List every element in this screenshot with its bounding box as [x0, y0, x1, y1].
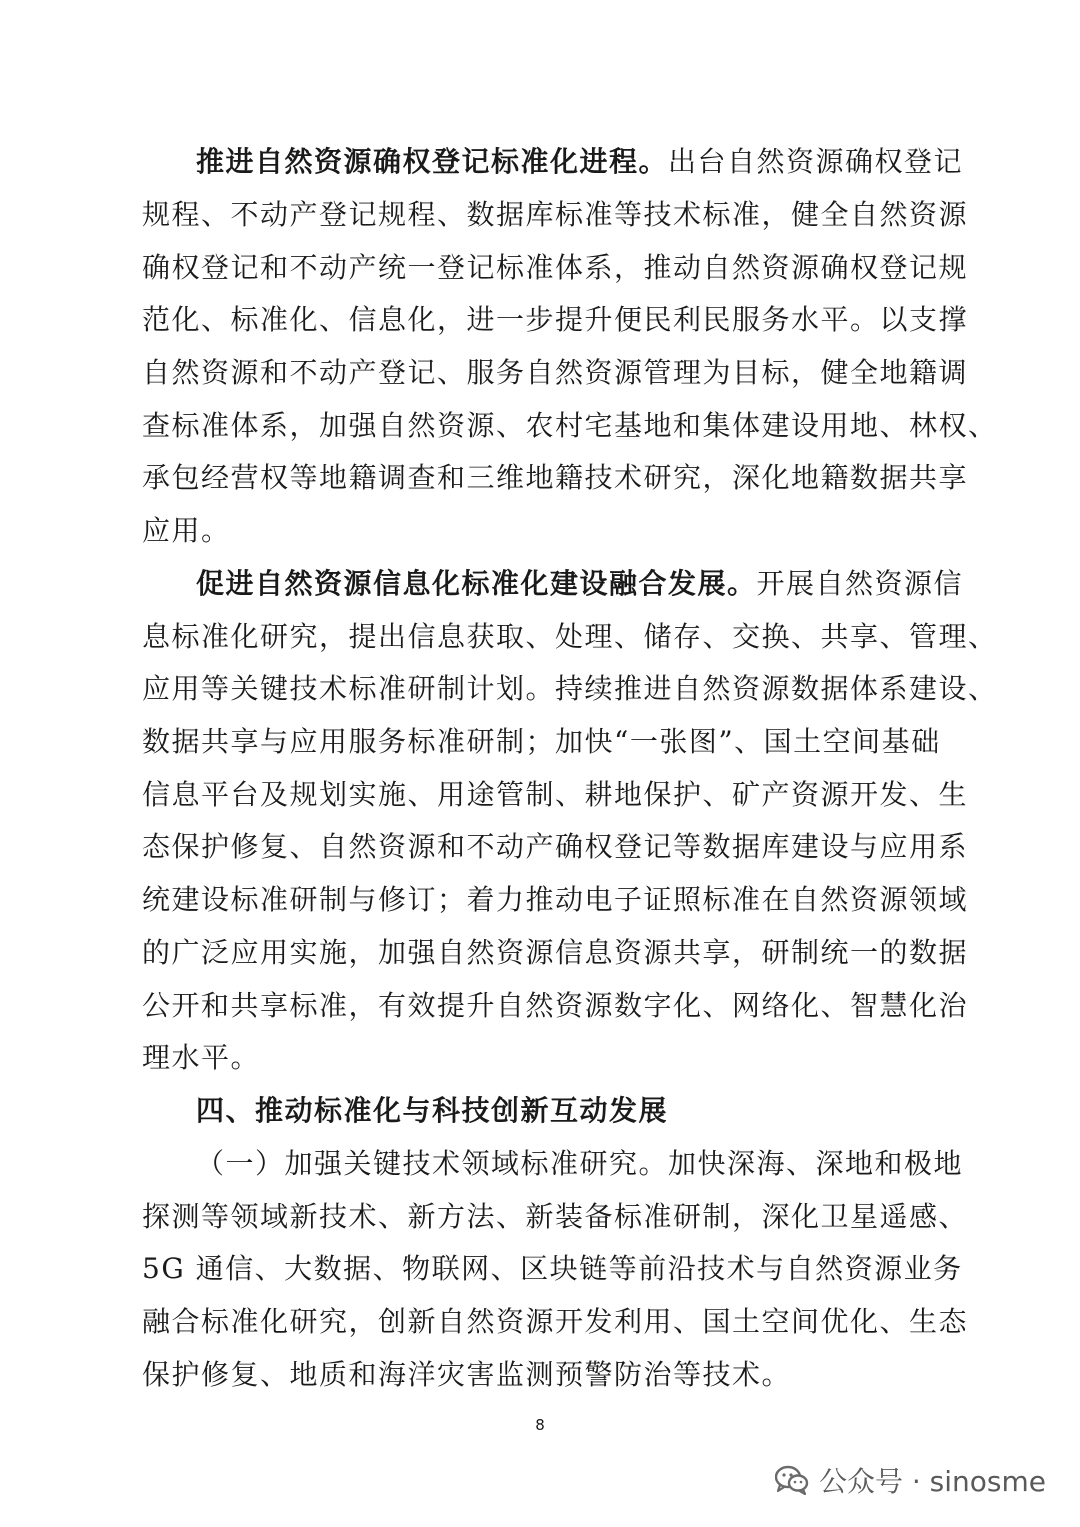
paragraph-lead: 促进自然资源信息化标准化建设融合发展。	[196, 567, 757, 600]
paragraph-line: 自然资源和不动产登记、服务自然资源管理为目标，健全地籍调	[142, 356, 969, 389]
paragraph-text: 出台自然资源确权登记	[668, 145, 964, 178]
paragraph-line: 的广泛应用实施，加强自然资源信息资源共享，研制统一的数据	[142, 936, 969, 969]
paragraph-line: 查标准体系，加强自然资源、农村宅基地和集体建设用地、林权、	[142, 409, 998, 442]
paragraph-line: 应用等关键技术标准研制计划。持续推进自然资源数据体系建设、	[142, 672, 998, 705]
paragraph-line: 保护修复、地质和海洋灾害监测预警防治等技术。	[142, 1358, 792, 1391]
paragraph-line: （一）加强关键技术领域标准研究。加快深海、深地和极地	[196, 1147, 964, 1180]
paragraph-line: 应用。	[142, 514, 231, 547]
paragraph-lead: 推进自然资源确权登记标准化进程。	[196, 145, 669, 178]
paragraph-line: 探测等领域新技术、新方法、新装备标准研制，深化卫星遥感、	[142, 1200, 969, 1233]
paragraph-line	[196, 144, 963, 180]
paragraph-line: 统建设标准研制与修订；着力推动电子证照标准在自然资源领域	[142, 883, 969, 916]
paragraph-line	[196, 566, 963, 602]
paragraph-line: 规程、不动产登记规程、数据库标准等技术标准，健全自然资源	[142, 198, 969, 231]
paragraph-line: 确权登记和不动产统一登记标准体系，推动自然资源确权登记规	[142, 251, 969, 284]
paragraph-line: 5G 通信、大数据、物联网、区块链等前沿技术与自然资源业务	[142, 1252, 963, 1285]
paragraph-text: 开展自然资源信	[756, 567, 964, 600]
watermark-text: 公众号 · sinosme	[818, 1465, 1046, 1498]
paragraph-line: 数据共享与应用服务标准研制；加快“一张图”、国土空间基础	[142, 725, 941, 758]
paragraph-line: 融合标准化研究，创新自然资源开发利用、国土空间优化、生态	[142, 1305, 969, 1338]
page-number: 8	[535, 1416, 545, 1434]
wechat-icon	[775, 1465, 809, 1495]
paragraph-line: 态保护修复、自然资源和不动产确权登记等数据库建设与应用系	[142, 830, 969, 863]
paragraph-line: 信息平台及规划实施、用途管制、耕地保护、矿产资源开发、生	[142, 778, 969, 811]
section-heading: 四、推动标准化与科技创新互动发展	[196, 1094, 669, 1127]
watermark	[775, 1460, 1046, 1500]
paragraph-line: 公开和共享标准，有效提升自然资源数字化、网络化、智慧化治	[142, 989, 969, 1022]
paragraph-line: 承包经营权等地籍调查和三维地籍技术研究，深化地籍数据共享	[142, 461, 969, 494]
paragraph-line: 理水平。	[142, 1041, 261, 1074]
paragraph-line: 息标准化研究，提出信息获取、处理、储存、交换、共享、管理、	[142, 620, 998, 653]
paragraph-line: 范化、标准化、信息化，进一步提升便民利民服务水平。以支撑	[142, 303, 969, 336]
